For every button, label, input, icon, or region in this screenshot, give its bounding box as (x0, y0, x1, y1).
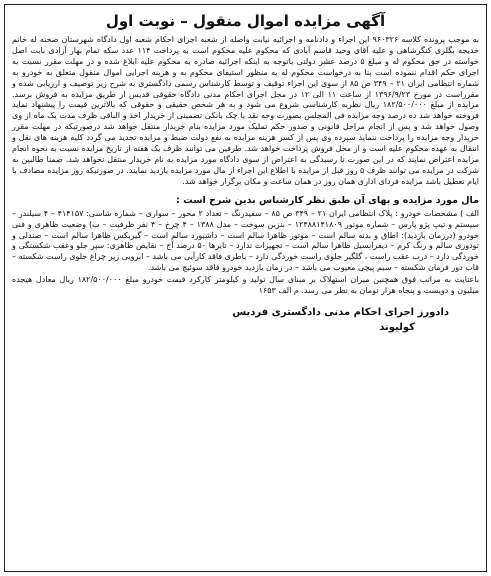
valuation-closing: باعنایت به مراتب فوق همچنین میزان استهلاک بر مبنای سال تولید و کیلومتر کارکرد قیمت خودرو مبلغ ۱۸۲/۵۰۰/۰۰۰ ریال معادل هیجده میلیون و دویست و پنجاه هزار تومان به نظر می رسد. م الف ۱۶۵۳ (12, 275, 479, 296)
signature-name: کولیوند (379, 321, 415, 333)
property-details: الف ) مشخصات خودرو : پلاک انتظامی ایران ۲۱ – ۳۴۹ ص ۸۵ – سفیدرنگ – تعداد ۲ محور – سواری – شماره شاسی: ۴۱۴۱۵۷ – ۴ سیلندر – سیستم و تیپ پژو پارس – شماره موتور ۱۲۴۸۸۱۴۱۸۰۹ – بنزین سوخت – مدل ۱۳۸۸ – ۴ چرخ – ۴ نفر ظرفیت – ب) وضعیت ظاهری و فنی خودرو (درزمان بازدید): اطاق و بدنه سالم است – موتور ظاهرا سالم است – داشبورد سالم است – گیربکس ظاهرا سالم است – صندلی و تودوزی سالم و رنگ کرم – دیفرانسیل ظاهرا سالم است – تجهیزات ندارد – تایرها ۵۰ درصد آج – نقایص ظاهری: سپر جلو وعقب شکستگی و خوردگی دارد – درب عقب راست ، گلگیر جلوی راست خوردگی دارد – باطری فاقد کارآیی می باشد – ابرویی زیر چراغ جلوی راست شکسته – قاب دور فرمان شکسته – سیم پیچی معیوب می باشد – در زمان بازدید خودرو فاقد سوئیچ می باشد. (12, 208, 480, 273)
signature-title: دادورز اجرای احکام مدنی دادگستری فردیس (232, 306, 449, 318)
property-heading: مال مورد مزایده و بهای آن طبق نظر کارشناس بدین شرح است : (176, 194, 479, 206)
notice-body: به موجب پرونده کلاسه ۹۶۰۳۲۶ این اجراء و دادنامه و اجرائیه نیابت واصله از شعبه اجرای احکام شعبه اول دادگاه شهرستان صحنه له خانم خدیجه بگلری کنگرشاهی و علیه آقای وحید قاسم آبادی که محکوم علیه محکوم است به پرداخت ۱۱۴ عدد سکه تمام بهار آزادی بابت اصل خواسته در حق محکوم له و مبلغ ۵ درصد عشر دولتی باتوجه به اینکه اجرائیه صادره به محکوم علیه ابلاغ شده و در مهلت مقرر نسبت به اجرای حکم اقدام ننموده است بنا به درخواست محکوم له به منظور استیفای محکوم به و هزینه اجرایی اموال منقول متعلق به خودرو به شماره انتظامی ایران ۲۱ – ۳۴۹ ص ۸۵ از سوی این اجراء توقیف و توسط کارشناس رسمی دادگستری به شرح زیر توصیف و ارزیابی شده و مقرراست در مورخ ۱۳۹۶/۹/۲۳ از ساعت ۱۱ الی ۱۲ در محل اجرای احکام مدنی دادگاه حقوقی قدیس از طریق مزایده به فروش برسد. مزایده از مبلغ ۱۸۲/۵۰۰/۰۰۰ ریال نظریه کارشناسی شروع می شود و به هر شخص حقیقی و حقوقی که بالاترین قیمت را پیشنهاد نماید فروخته خواهد شد ده درصد وجه مزایده فی المجلس بصورت وجه نقد یا چک بانکی تضمینی از خریدار اخذ و الباقی ظرف مدت یک ماه از وی وصول خواهد شد و پس از انجام مراحل قانونی و صدور حکم تملیک مورد مزایده بنام خریدار منتقل خواهد شد درصورتیکه در مهلت مقرر خریدار وجه مزایده را پرداخت ننماید سپرده وی پس از کسر هزینه مزایده به نفع دولت ضبط و مزایده تجدید می گردد کلیه هزینه های نقل و انتقال به عهده محکوم علیه است و از محل فروش پرداخت خواهد شد. طرفین می توانند ظرف یک هفته از تاریخ مزایده نسبت به نحوه انجام مزایده اعتراض نمایند که در این صورت تا رسیدگی به اعتراض از سوی دادگاه مورد مزایده به نام خریدار منتقل نخواهد شد. ضمنا طالبین به شرکت در مزایده می توانند ظرف ۵ روز قبل از مزایده با اطلاع این اجراء از مال مورد مزایده بازدید نمایند. در صورتیکه روز مزایده مصادف با ایام تعطیل باشد مزایده فردای اداری همان روز در همان ساعت و مکان برگزار خواهد شد. (12, 35, 480, 186)
signature-block (12, 305, 449, 335)
notice-title: آگهی مزایده اموال منقول – نوبت اول (105, 12, 386, 30)
notice-frame (4, 4, 487, 572)
